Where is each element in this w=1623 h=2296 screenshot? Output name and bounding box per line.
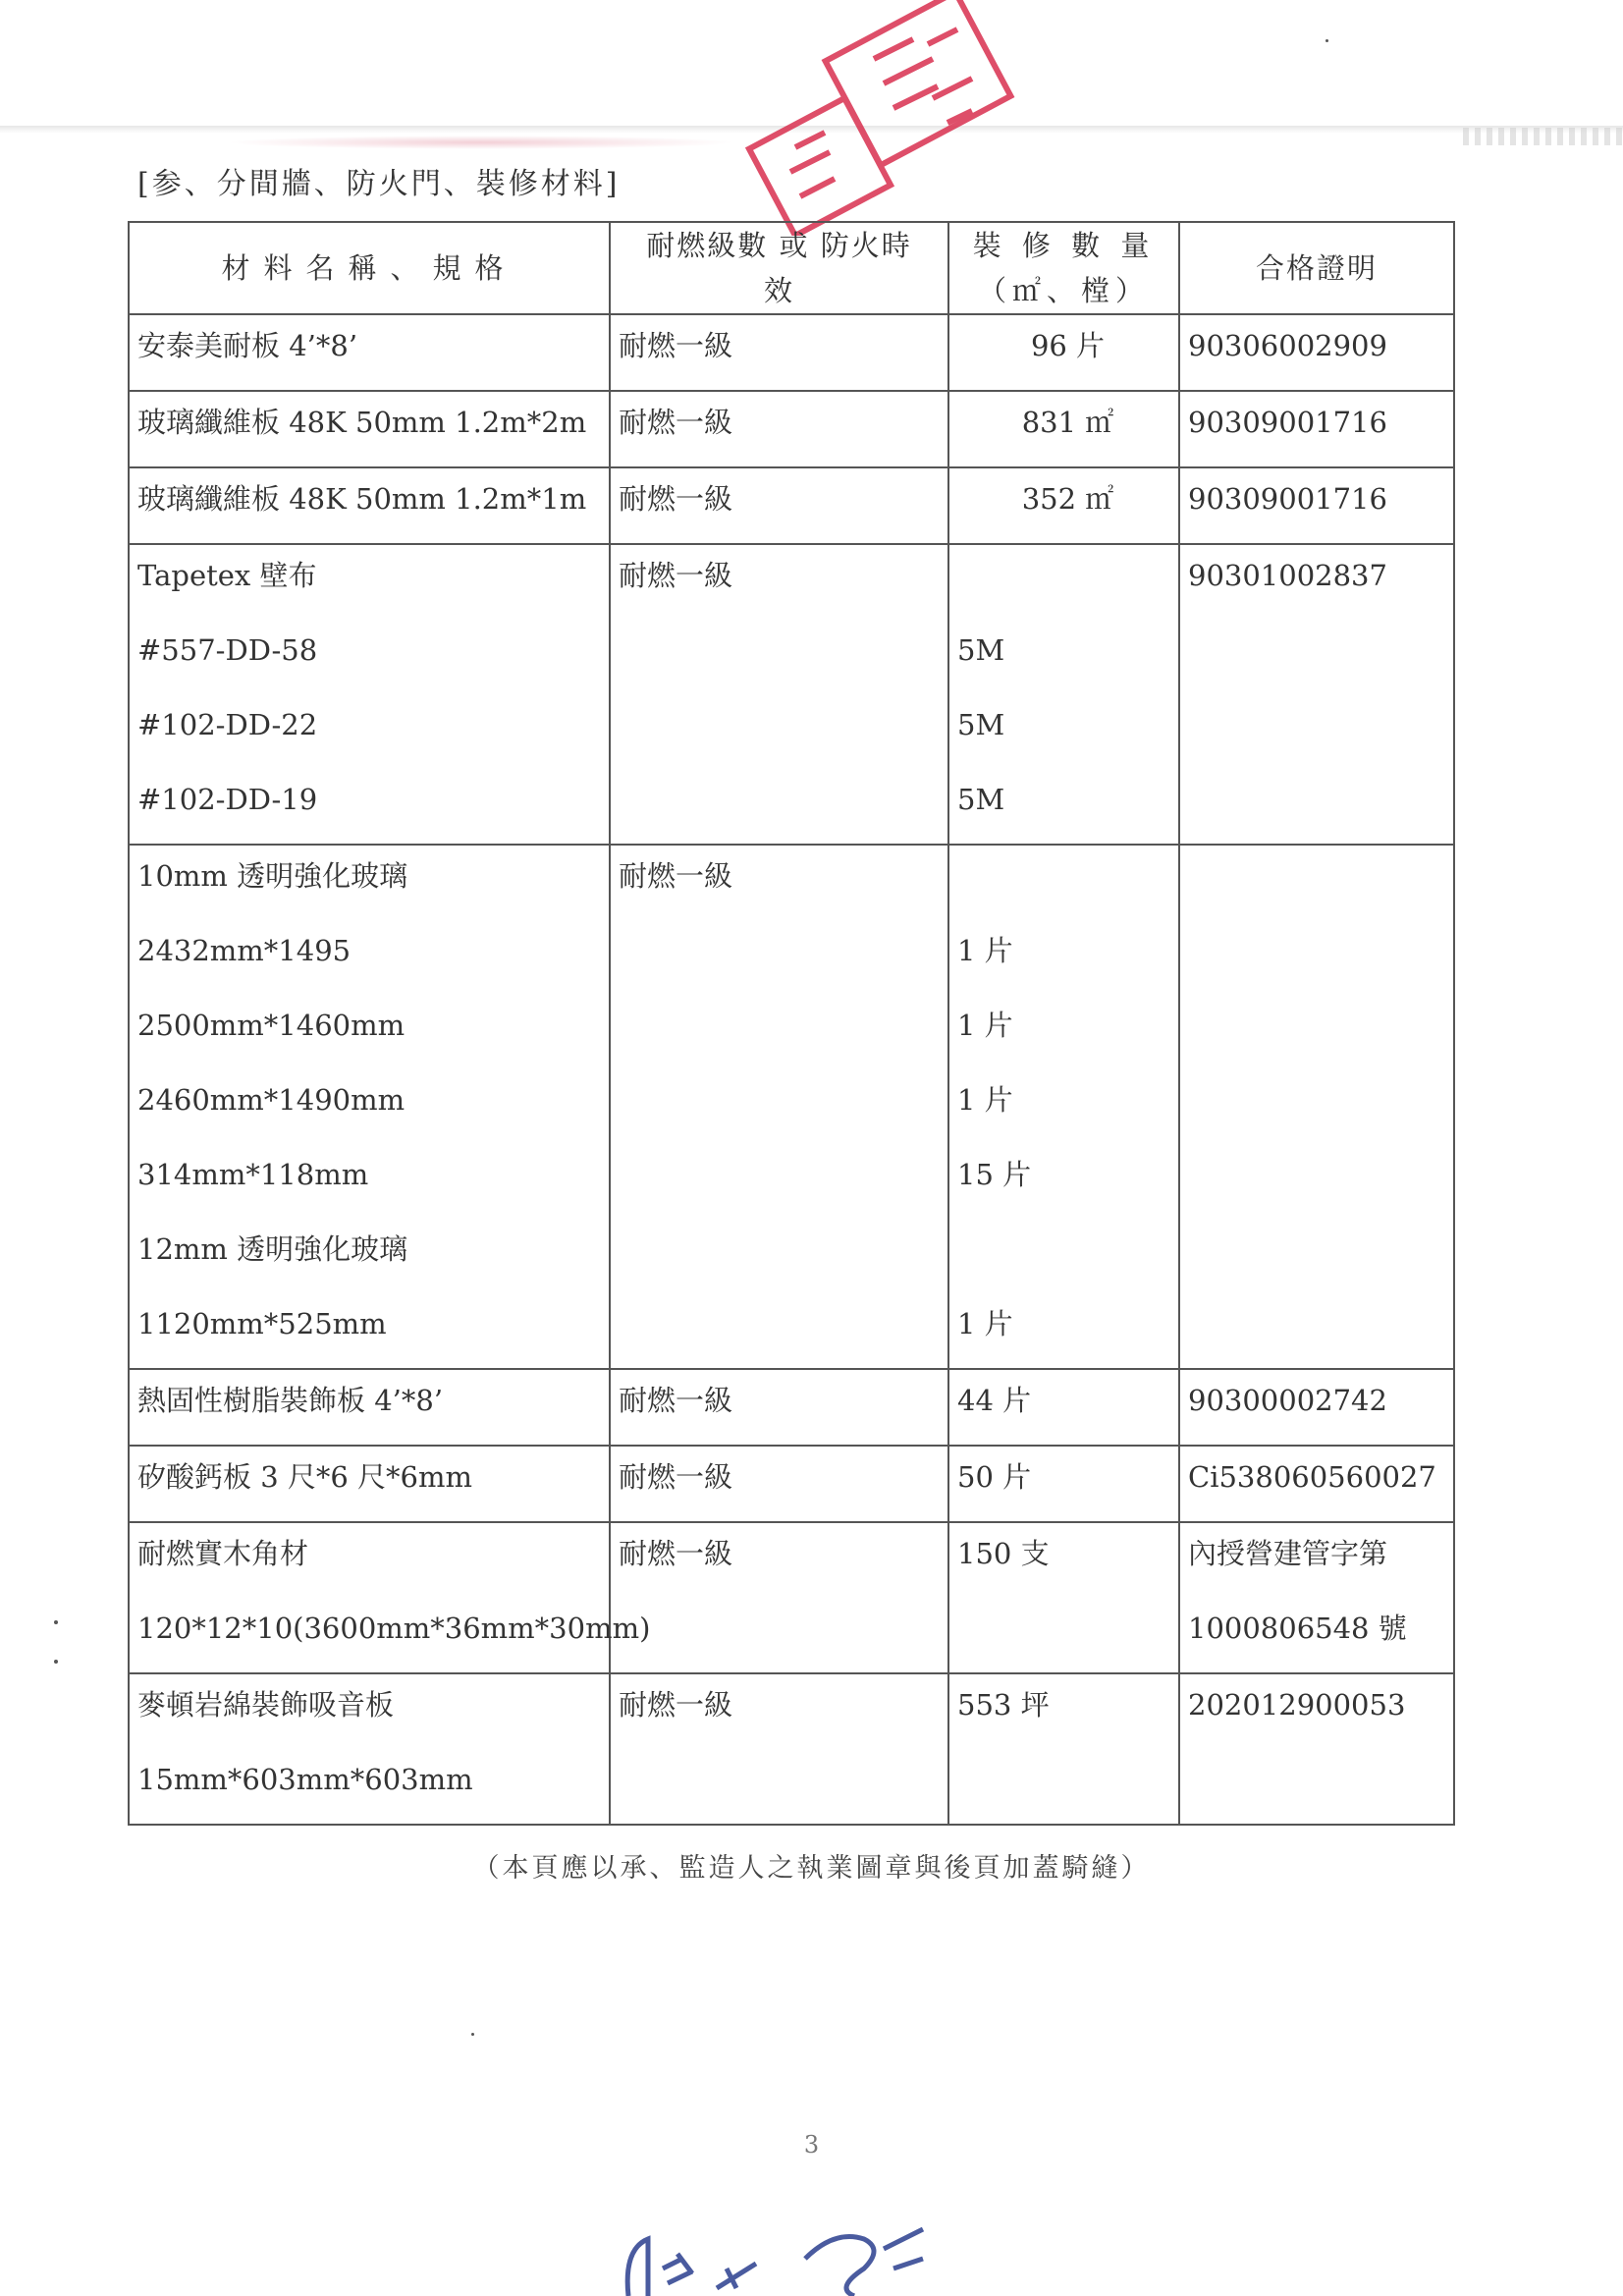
header-quantity — [948, 222, 1179, 314]
text-line: #102-DD-22 — [137, 708, 318, 741]
text-line: 10mm 透明強化玻璃 — [137, 859, 408, 893]
cell-grade — [610, 845, 948, 1369]
text-line: #102-DD-19 — [137, 783, 318, 816]
cell-material-name — [129, 314, 610, 391]
cell-grade — [610, 1446, 948, 1522]
table-row — [129, 1369, 1454, 1446]
cell-grade — [610, 314, 948, 391]
seal-stamp-bottom — [609, 2210, 962, 2296]
cell-quantity — [948, 1369, 1179, 1446]
cell-material-name — [129, 1522, 651, 1673]
header-name: 材料名稱、規格 — [129, 222, 610, 314]
text-line: 5M — [957, 633, 1005, 667]
cell-certificate — [1179, 1446, 1454, 1522]
text-line: Tapetex 壁布 — [137, 559, 317, 592]
text-line: 耐燃一級 — [619, 859, 733, 893]
text-line — [949, 545, 1178, 620]
text-line: 2460mm*1490mm — [137, 1083, 406, 1117]
text-line: 50 片 — [957, 1460, 1032, 1494]
header-grade-line1: 耐燃級數 或 防火時 — [646, 229, 912, 262]
table-row — [129, 467, 1454, 544]
text-line: 831 ㎡ — [1021, 406, 1114, 439]
text-line: 352 ㎡ — [1021, 482, 1114, 516]
table-row — [129, 845, 1454, 1369]
text-line: 耐燃一級 — [619, 329, 733, 362]
cell-grade — [610, 1369, 948, 1446]
text-line: 314mm*118mm — [137, 1158, 369, 1191]
table-row — [129, 1673, 1454, 1825]
header-grade — [610, 222, 948, 314]
cell-grade — [610, 1673, 948, 1825]
text-line: 90309001716 — [1188, 482, 1387, 516]
cell-material-name — [129, 467, 610, 544]
text-line: 96 片 — [1030, 329, 1106, 362]
table-row — [129, 1446, 1454, 1522]
scan-speck — [54, 1660, 58, 1664]
text-line: 耐燃一級 — [619, 482, 733, 516]
cell-quantity — [948, 391, 1179, 467]
text-line: 矽酸鈣板 3 尺*6 尺*6mm — [137, 1460, 473, 1494]
text-line: 內授營建管字第 — [1188, 1537, 1388, 1570]
text-line: 2500mm*1460mm — [137, 1009, 406, 1042]
text-line: 90309001716 — [1188, 406, 1387, 439]
cell-material-name — [129, 845, 610, 1369]
header-grade-line2: 效 — [763, 274, 794, 307]
cell-material-name — [129, 1446, 610, 1522]
text-line: 120*12*10(3600mm*36mm*30mm) — [137, 1612, 651, 1645]
text-line: 90300002742 — [1188, 1384, 1387, 1417]
cell-material-name — [129, 1673, 610, 1825]
text-line: 麥頓岩綿裝飾吸音板 — [137, 1688, 395, 1722]
cell-certificate — [1179, 1522, 1454, 1673]
cell-quantity — [948, 1673, 1179, 1825]
text-line: 耐燃一級 — [619, 1460, 733, 1494]
header-certificate: 合格證明 — [1179, 222, 1454, 314]
text-line: 553 坪 — [957, 1688, 1050, 1722]
text-line: 5M — [957, 783, 1005, 816]
cell-material-name — [129, 391, 610, 467]
text-line: 5M — [957, 708, 1005, 741]
text-line: 12mm 透明強化玻璃 — [137, 1232, 408, 1266]
cell-certificate — [1179, 391, 1454, 467]
text-line: 耐燃一級 — [619, 1384, 733, 1417]
scan-edge-dots — [1463, 128, 1623, 145]
cell-quantity — [948, 1522, 1179, 1673]
cell-certificate — [1179, 314, 1454, 391]
page-number: 3 — [803, 2131, 820, 2159]
text-line: 1120mm*525mm — [137, 1307, 387, 1340]
header-qty-line1: 裝 修 數 量 — [972, 229, 1156, 262]
text-line: 44 片 — [957, 1384, 1032, 1417]
seal-stamp-top — [736, 0, 1031, 236]
section-title: [参、分間牆、防火門、裝修材料] — [137, 167, 621, 201]
text-line: 耐燃一級 — [619, 559, 733, 592]
text-line: 1 片 — [957, 1307, 1013, 1340]
cell-grade — [610, 391, 948, 467]
cell-quantity — [948, 544, 1179, 845]
cell-quantity — [948, 467, 1179, 544]
text-line: 耐燃一級 — [619, 1537, 733, 1570]
text-line: 1 片 — [957, 1083, 1013, 1117]
text-line: 玻璃纖維板 48K 50mm 1.2m*1m — [137, 482, 587, 516]
materials-table — [128, 221, 1455, 1826]
text-line: 安泰美耐板 4’*8’ — [137, 329, 358, 362]
text-line: 202012900053 — [1188, 1688, 1406, 1722]
text-line: Ci538060560027 — [1188, 1460, 1436, 1494]
footer-note: （本頁應以承、監造人之執業圖章與後頁加蓋騎縫） — [472, 1853, 1151, 1884]
text-line: 熱固性樹脂裝飾板 4’*8’ — [137, 1384, 444, 1417]
text-line: 耐燃實木角材 — [137, 1537, 309, 1570]
text-line: 90306002909 — [1188, 329, 1387, 362]
text-line: 150 支 — [957, 1537, 1050, 1570]
scan-speck — [54, 1620, 58, 1624]
text-line: 1 片 — [957, 1009, 1013, 1042]
table-row — [129, 391, 1454, 467]
text-line: #557-DD-58 — [137, 633, 318, 667]
header-qty-line2: （㎡、樘） — [977, 274, 1150, 307]
ink-smudge — [226, 136, 736, 149]
scan-speck — [471, 2033, 474, 2036]
table-row — [129, 314, 1454, 391]
cell-certificate — [1179, 845, 1454, 1369]
cell-certificate — [1179, 544, 1454, 845]
text-line: 耐燃一級 — [619, 1688, 733, 1722]
text-line: 1 片 — [957, 934, 1013, 967]
cell-grade — [610, 1522, 948, 1673]
text-line: 耐燃一級 — [619, 406, 733, 439]
scan-speck — [1325, 39, 1328, 42]
cell-certificate — [1179, 1673, 1454, 1825]
text-line: 玻璃纖維板 48K 50mm 1.2m*2m — [137, 406, 587, 439]
text-line: 15mm*603mm*603mm — [137, 1763, 473, 1796]
cell-quantity — [948, 314, 1179, 391]
text-line: 1000806548 號 — [1188, 1612, 1407, 1645]
text-line: 90301002837 — [1188, 559, 1387, 592]
text-line: 15 片 — [957, 1158, 1032, 1191]
cell-grade — [610, 544, 948, 845]
cell-certificate — [1179, 1369, 1454, 1446]
cell-quantity — [948, 1446, 1179, 1522]
text-line — [1180, 846, 1453, 920]
cell-quantity — [948, 845, 1179, 1369]
table-header-row — [129, 222, 1454, 314]
cell-certificate — [1179, 467, 1454, 544]
cell-grade — [610, 467, 948, 544]
table-row — [129, 544, 1454, 845]
text-line: 2432mm*1495 — [137, 934, 352, 967]
text-line — [949, 1219, 1178, 1293]
table-row — [129, 1522, 1454, 1673]
cell-material-name — [129, 544, 610, 845]
cell-material-name — [129, 1369, 610, 1446]
text-line — [949, 846, 1178, 920]
